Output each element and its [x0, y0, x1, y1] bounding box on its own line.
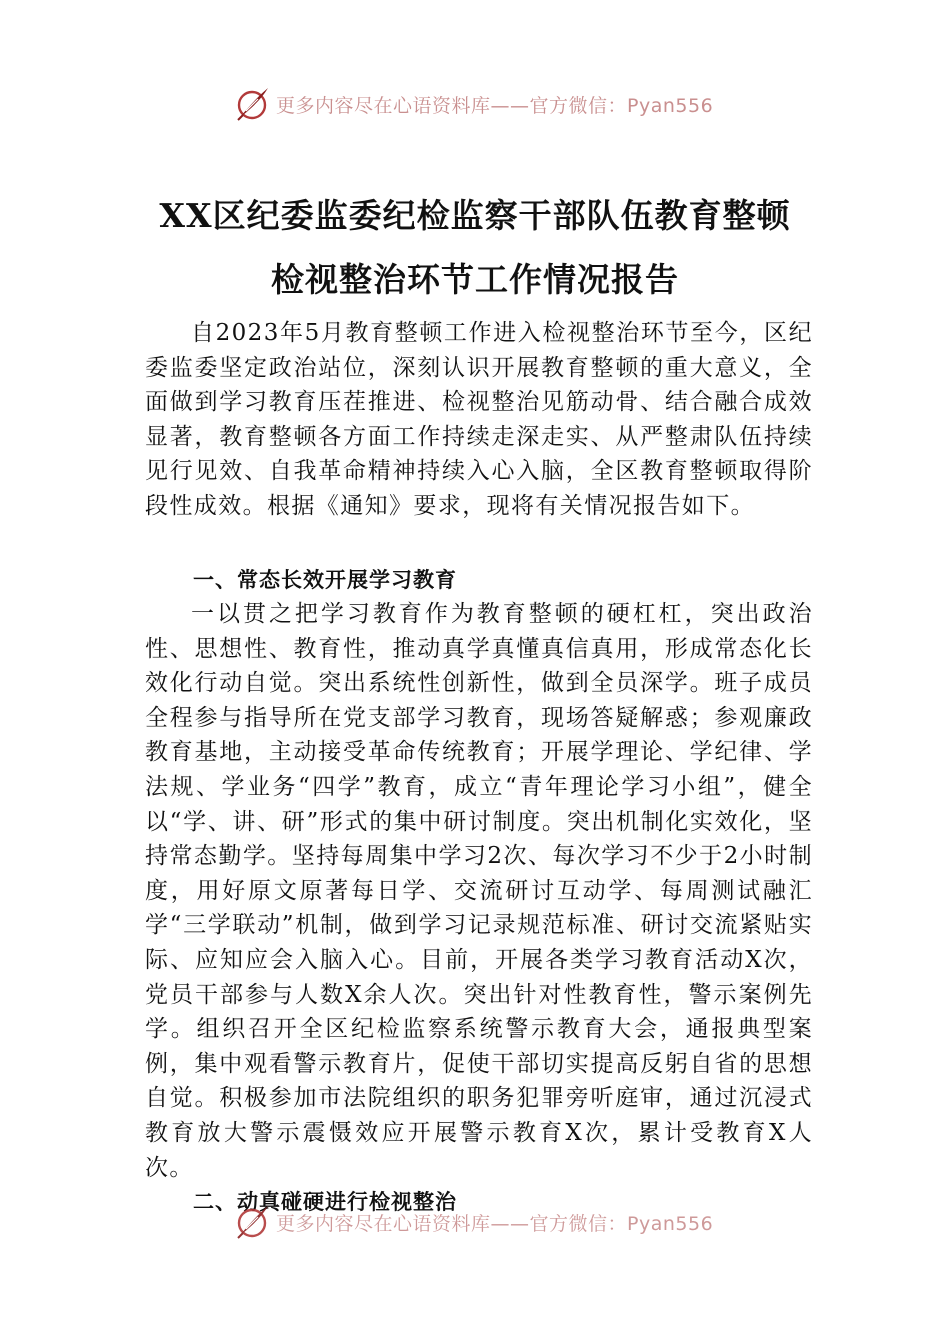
watermark-text: 更多内容尽在心语资料库——官方微信：Pyan556: [276, 1212, 714, 1235]
quill-pen-logo-icon: [232, 1202, 272, 1242]
watermark-text: 更多内容尽在心语资料库——官方微信：Pyan556: [276, 94, 714, 117]
document-title-line-1: XX区纪委监委纪检监察干部队伍教育整顿: [159, 196, 791, 235]
section-heading-2: 二、动真碰硬进行检视整治: [193, 1190, 457, 1214]
quill-pen-logo-icon: [232, 84, 272, 124]
section-heading-1: 一、常态长效开展学习教育: [193, 568, 457, 592]
watermark-footer: [232, 1202, 713, 1242]
document-title-line-2: 检视整治环节工作情况报告: [271, 260, 679, 299]
intro-paragraph: 自2023年5月教育整顿工作进入检视整治环节至今，区纪委监委坚定政治站位，深刻认识开展教育整顿的重大意义，全面做到学习教育压茬推进、检视整治见筋动骨、结合融合成效显著，教育整顿各方面工作持续走深走实、从严整肃队伍持续见行见效、自我革命精神持续入心入脑，全区教育整顿取得阶段性成效。根据《通知》要求，现将有关情况报告如下。: [145, 320, 813, 519]
watermark-header: [232, 84, 713, 124]
section-1-paragraph: 一以贯之把学习教育作为教育整顿的硬杠杠，突出政治性、思想性、教育性，推动真学真懂真信真用，形成常态化长效化行动自觉。突出系统性创新性，做到全员深学。班子成员全程参与指导所在党支部学习教育，现场答疑解惑；参观廉政教育基地，主动接受革命传统教育；开展学理论、学纪律、学法规、学业务“四学”教育，成立“青年理论学习小组”，健全以“学、讲、研”形式的集中研讨制度。突出机制化实效化，坚持常态勤学。坚持每周集中学习2次、每次学习不少于2小时制度，用好原文原著每日学、交流研讨互动学、每周测试融汇学“三学联动”机制，做到学习记录规范标准、研讨交流紧贴实际、应知应会入脑入心。目前，开展各类学习教育活动X次，党员干部参与人数X余人次。突出针对性教育性，警示案例先学。组织召开全区纪检监察系统警示教育大会，通报典型案例，集中观看警示教育片，促使干部切实提高反躬自省的思想自觉。积极参加市法院组织的职务犯罪旁听庭审，通过沉浸式教育放大警示震慑效应开展警示教育X次，累计受教育X人次。: [145, 601, 813, 1181]
